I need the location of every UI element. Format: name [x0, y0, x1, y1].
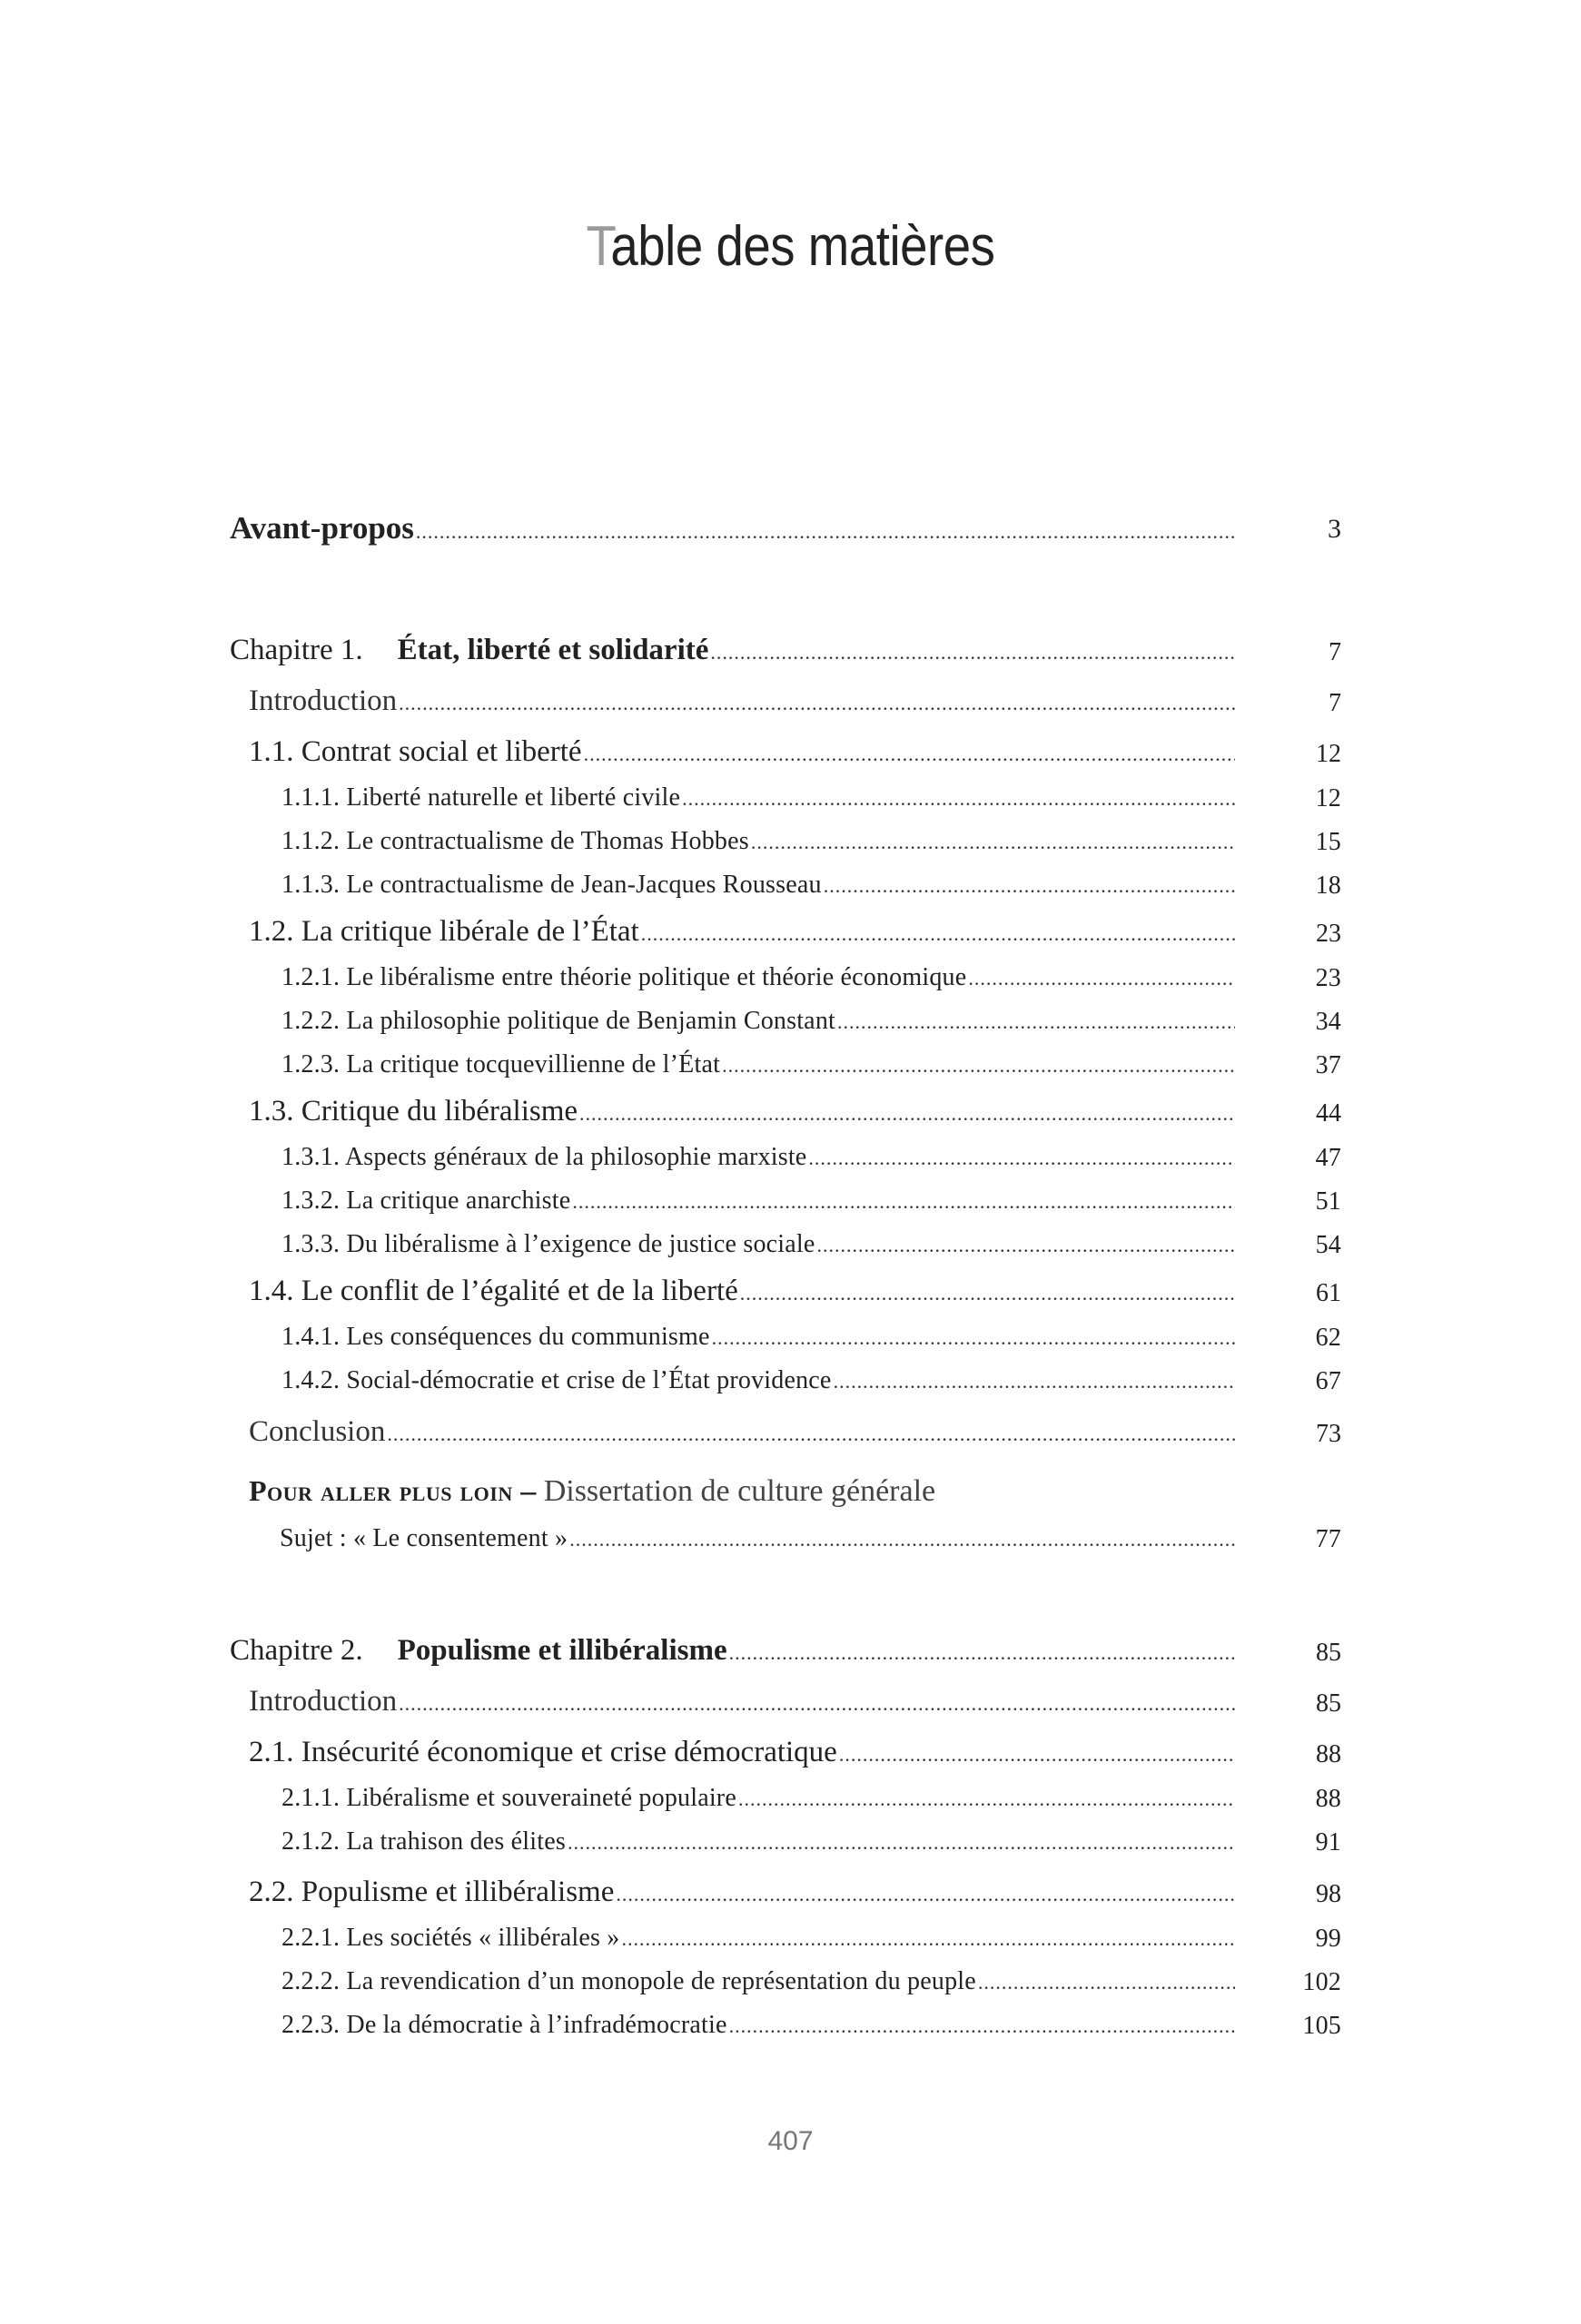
toc-page-number: 77 — [1315, 1525, 1341, 1553]
toc-page-number: 23 — [1315, 964, 1341, 992]
toc-page-number: 61 — [1316, 1279, 1341, 1307]
toc-entry-label: Introduction — [249, 684, 398, 717]
toc-entry-label: 1.3.3. Du libéralisme à l’exigence de justice sociale — [282, 1230, 815, 1258]
toc-entry-sujet[interactable] — [0, 1524, 1581, 1568]
toc-page-number: 88 — [1316, 1740, 1341, 1768]
toc-page-number: 23 — [1316, 920, 1341, 948]
toc-entry-section[interactable] — [0, 1275, 1581, 1318]
toc-page-number: 98 — [1316, 1880, 1341, 1908]
toc-entry-subsection[interactable] — [0, 1230, 1581, 1274]
toc-entry-avant-propos[interactable] — [0, 510, 1581, 554]
toc-entry-subsection[interactable] — [0, 1187, 1581, 1230]
toc-entry-label: 1.2. La critique libérale de l’État — [249, 915, 639, 948]
toc-entry-section[interactable] — [0, 1095, 1581, 1138]
toc-page-number: 37 — [1315, 1051, 1341, 1079]
toc-entry-subsection[interactable] — [0, 1050, 1581, 1094]
toc-entry-label: Introduction — [249, 1685, 398, 1718]
toc-page-number: 3 — [1328, 514, 1341, 544]
toc-entry-chapter-1[interactable] — [0, 634, 1581, 677]
toc-entry-section[interactable] — [0, 1876, 1581, 1919]
toc-page-number: 67 — [1315, 1367, 1341, 1395]
toc-page-number: 51 — [1315, 1187, 1341, 1216]
toc-entry-label: 1.1.2. Le contractualisme de Thomas Hobbes — [282, 827, 749, 855]
toc-page-number: 105 — [1302, 2012, 1341, 2040]
toc-entry-subsection[interactable] — [0, 1924, 1581, 1967]
toc-page-number: 12 — [1315, 784, 1341, 812]
pour-aller-plus-loin-label: Pour aller plus loin — [249, 1474, 513, 1507]
toc-page-number: 15 — [1315, 828, 1341, 856]
toc-entry-subsection[interactable] — [0, 827, 1581, 871]
toc-entry-section[interactable] — [0, 1736, 1581, 1779]
toc-entry-conclusion[interactable] — [0, 1415, 1581, 1459]
toc-entry-label: 2.2.3. De la démocratie à l’infradémocratie — [282, 2011, 727, 2039]
chapter-number: Chapitre 2. — [230, 1634, 363, 1667]
toc-entry-chapter-2[interactable] — [0, 1634, 1581, 1678]
chapter-title: Populisme et illibéralisme — [397, 1634, 727, 1667]
toc-entry-label: 1.3.2. La critique anarchiste — [282, 1187, 571, 1215]
page-number: 407 — [767, 2126, 814, 2156]
toc-entry-label: 1.1. Contrat social et liberté — [249, 735, 582, 768]
toc-page-number: 18 — [1315, 872, 1341, 900]
toc-entry-label: 1.1.1. Liberté naturelle et liberté civile — [282, 783, 681, 812]
toc-page-number: 73 — [1316, 1420, 1341, 1448]
toc-page-number: 102 — [1302, 1968, 1341, 1996]
toc-entry-subsection[interactable] — [0, 1143, 1581, 1187]
toc-page-number: 44 — [1316, 1099, 1341, 1128]
toc-entry-label: Sujet : « Le consentement » — [280, 1524, 568, 1552]
toc-entry-label: 1.2.2. La philosophie politique de Benjamin Constant — [282, 1007, 835, 1035]
toc-page-number: 62 — [1315, 1324, 1341, 1352]
toc-entry-label: 1.1.3. Le contractualisme de Jean-Jacques Rousseau — [282, 871, 822, 899]
toc-entry-subsection[interactable] — [0, 783, 1581, 827]
toc-entry-label: 1.4.2. Social-démocratie et crise de l’État providence — [282, 1366, 832, 1394]
toc-entry-label: 2.2. Populisme et illibéralisme — [249, 1876, 615, 1908]
toc-entry-introduction[interactable] — [0, 1685, 1581, 1728]
toc-entry-subsection[interactable] — [0, 2011, 1581, 2054]
pour-aller-subtitle: Dissertation de culture générale — [543, 1474, 936, 1508]
toc-entry-label: 1.2.1. Le libéralisme entre théorie politique et théorie économique — [282, 963, 967, 991]
toc-entry-subsection[interactable] — [0, 871, 1581, 914]
toc-entry-introduction[interactable] — [0, 684, 1581, 728]
toc-page-number: 47 — [1315, 1144, 1341, 1172]
toc-entry-subsection[interactable] — [0, 1007, 1581, 1050]
pour-aller-dash: – — [512, 1474, 544, 1508]
toc-entry-subsection[interactable] — [0, 1323, 1581, 1366]
toc-page-number: 91 — [1315, 1828, 1341, 1856]
toc-page-number: 88 — [1315, 1785, 1341, 1813]
toc-entry-label: 2.1.1. Libéralisme et souveraineté populaire — [282, 1784, 736, 1812]
toc-entry-label: 2.2.1. Les sociétés « illibérales » — [282, 1924, 620, 1952]
toc-page-number: 7 — [1329, 689, 1341, 717]
toc-entry-label: 1.4.1. Les conséquences du communisme — [282, 1323, 710, 1351]
chapter-title: État, liberté et solidarité — [397, 634, 709, 666]
toc-entry-section[interactable] — [0, 915, 1581, 959]
toc-entry-label: 2.1.2. La trahison des élites — [282, 1827, 566, 1856]
toc-page-number: 99 — [1315, 1925, 1341, 1953]
title-rest: able des matières — [610, 215, 995, 278]
toc-entry-subsection[interactable] — [0, 1827, 1581, 1871]
toc-entry-label: 1.3. Critique du libéralisme — [249, 1095, 578, 1128]
toc-entry-label: Conclusion — [249, 1415, 386, 1448]
toc-entry-subsection[interactable] — [0, 1366, 1581, 1410]
title-initial: T — [586, 215, 611, 278]
chapter-number: Chapitre 1. — [230, 634, 363, 666]
toc-entry-label: 2.2.2. La revendication d’un monopole de représentation du peuple — [282, 1967, 976, 1995]
toc-entry-label: 1.2.3. La critique tocquevillienne de l’État — [282, 1050, 721, 1078]
toc-entry-subsection[interactable] — [0, 963, 1581, 1007]
pour-aller-plus-loin-heading — [249, 1474, 935, 1509]
toc-page-number: 85 — [1316, 1689, 1341, 1718]
toc-entry-subsection[interactable] — [0, 1784, 1581, 1827]
toc-page-number: 54 — [1315, 1231, 1341, 1259]
toc-entry-label: 1.4. Le conflit de l’égalité et de la liberté — [249, 1275, 738, 1307]
toc-entry-label: Avant-propos — [230, 510, 414, 546]
toc-entry-label: 2.1. Insécurité économique et crise démocratique — [249, 1736, 837, 1768]
toc-entry-subsection[interactable] — [0, 1967, 1581, 2011]
toc-page-number: 85 — [1316, 1639, 1341, 1667]
toc-page-number: 7 — [1329, 638, 1341, 666]
toc-entry-label: 1.3.1. Aspects généraux de la philosophie marxiste — [282, 1143, 807, 1171]
toc-page-number: 34 — [1315, 1008, 1341, 1036]
toc-page-number: 12 — [1316, 740, 1341, 768]
toc-entry-section[interactable] — [0, 735, 1581, 779]
